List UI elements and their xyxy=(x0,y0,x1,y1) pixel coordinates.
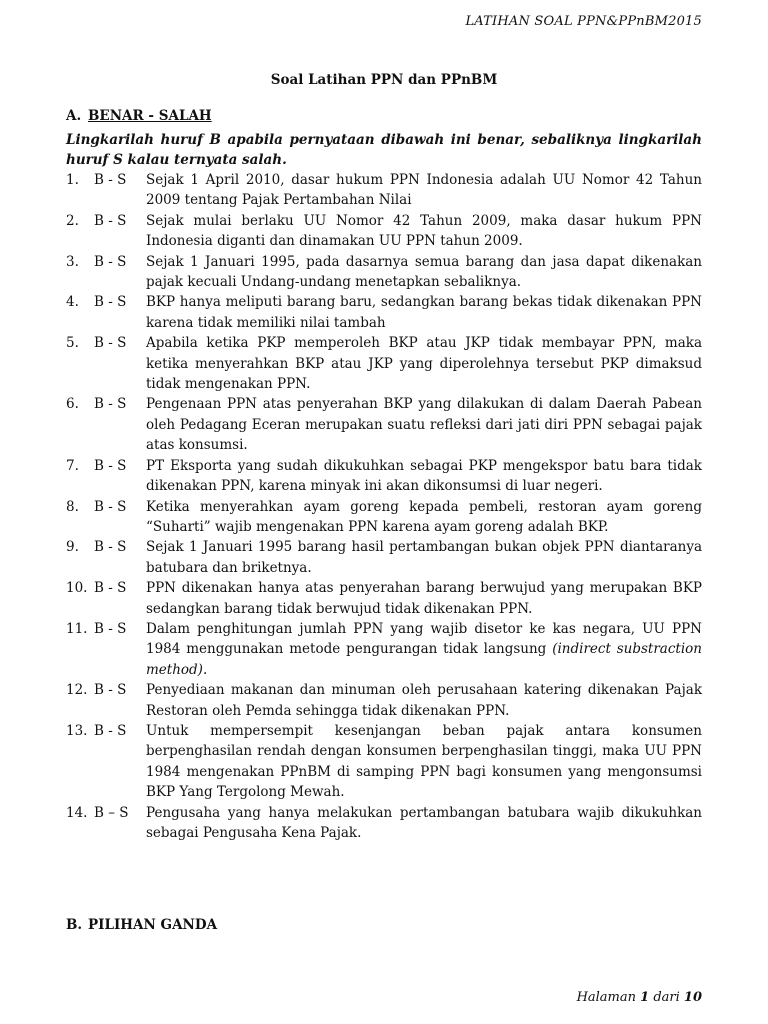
question-item xyxy=(66,252,702,293)
section-a-instruction: Lingkarilah huruf B apabila pernyataan dibawah ini benar, sebaliknya lingkarilah huruf S kalau ternyata salah. xyxy=(66,132,702,168)
question-text xyxy=(146,619,702,680)
question-number: 2. xyxy=(66,212,79,229)
question-number: 5. xyxy=(66,335,79,352)
section-b-title: PILIHAN GANDA xyxy=(88,917,218,933)
true-false-choice[interactable]: B - S xyxy=(94,682,127,699)
footer-prefix: Halaman xyxy=(576,990,641,1005)
question-item xyxy=(66,537,702,578)
true-false-choice[interactable]: B - S xyxy=(94,722,127,739)
true-false-choice[interactable]: B - S xyxy=(94,212,127,229)
question-text xyxy=(146,333,702,394)
question-number: 4. xyxy=(66,294,79,311)
question-statement: Pengusaha yang hanya melakukan pertambangan batubara wajib dikukuhkan sebagai Pengusaha Kena Pajak. xyxy=(146,804,702,841)
footer-total-pages: 10 xyxy=(683,990,702,1005)
question-text xyxy=(146,456,702,497)
page-footer xyxy=(577,990,702,1005)
section-b-heading xyxy=(66,917,217,933)
question-item xyxy=(66,803,702,844)
question-item xyxy=(66,497,702,538)
question-item xyxy=(66,680,702,721)
section-b-number: B. xyxy=(66,917,83,933)
question-statement: Sejak 1 Januari 1995 barang hasil pertambangan bukan objek PPN diantaranya batubara dan briketnya. xyxy=(146,539,702,576)
question-number: 12. xyxy=(66,682,88,699)
question-text xyxy=(146,292,702,333)
question-statement: Pengenaan PPN atas penyerahan BKP yang dilakukan di dalam Daerah Pabean oleh Pedagang Eceran merupakan suatu refleksi dari jati diri PPN sebagai pajak atas konsumsi. xyxy=(146,396,702,454)
true-false-choice[interactable]: B - S xyxy=(94,294,127,311)
question-text xyxy=(146,394,702,455)
section-a-number: A. xyxy=(66,108,82,124)
question-statement: Sejak mulai berlaku UU Nomor 42 Tahun 2009, maka dasar hukum PPN Indonesia diganti dan dinamakan UU PPN tahun 2009. xyxy=(146,212,702,250)
true-false-choice[interactable]: B - S xyxy=(94,580,127,597)
footer-middle: dari xyxy=(649,990,684,1005)
true-false-choice[interactable]: B - S xyxy=(94,335,127,352)
question-item xyxy=(66,333,702,394)
question-text xyxy=(146,578,702,619)
question-number: 10. xyxy=(66,580,88,597)
question-text xyxy=(146,721,702,803)
page-header: LATIHAN SOAL PPN&PPnBM2015 xyxy=(465,14,702,29)
question-list xyxy=(66,170,702,843)
question-number: 11. xyxy=(66,620,88,637)
question-statement: BKP hanya meliputi barang baru, sedangkan barang bekas tidak dikenakan PPN karena tidak memiliki nilai tambah xyxy=(146,294,702,331)
question-number: 14. xyxy=(66,804,88,821)
question-statement: Sejak 1 Januari 1995, pada dasarnya semua barang dan jasa dapat dikenakan pajak kecuali Undang-undang menetapkan sebaliknya. xyxy=(146,253,702,291)
question-statement: Apabila ketika PKP memperoleh BKP atau JKP tidak membayar PPN, maka ketika menyerahkan BKP atau JKP yang diperolehnya tersebut PKP dimaksud tidak mengenakan PPN. xyxy=(146,335,702,393)
question-number: 7. xyxy=(66,457,79,474)
true-false-choice[interactable]: B - S xyxy=(94,620,127,637)
true-false-choice[interactable]: B - S xyxy=(94,396,127,413)
question-statement: Penyediaan makanan dan minuman oleh perusahaan katering dikenakan Pajak Restoran oleh Pemda sehingga tidak dikenakan PPN. xyxy=(146,682,702,719)
question-item xyxy=(66,211,702,252)
question-statement: Sejak 1 April 2010, dasar hukum PPN Indonesia adalah UU Nomor 42 Tahun 2009 tentang Pajak Pertambahan Nilai xyxy=(146,172,702,209)
true-false-choice[interactable]: B - S xyxy=(94,539,127,556)
question-item xyxy=(66,456,702,497)
question-text xyxy=(146,680,702,721)
true-false-choice[interactable]: B - S xyxy=(94,457,127,474)
question-item xyxy=(66,394,702,455)
question-number: 8. xyxy=(66,498,79,515)
question-statement: PPN dikenakan hanya atas penyerahan barang berwujud yang merupakan BKP sedangkan barang tidak berwujud tidak dikenakan PPN. xyxy=(146,580,702,617)
question-statement: PT Eksporta yang sudah dikukuhkan sebagai PKP mengekspor batu bara tidak dikenakan PPN, karena minyak ini akan dikonsumsi di luar negeri. xyxy=(146,457,702,495)
question-item xyxy=(66,578,702,619)
question-item xyxy=(66,619,702,680)
true-false-choice[interactable]: B - S xyxy=(94,498,127,515)
question-text xyxy=(146,211,702,252)
true-false-choice[interactable]: B – S xyxy=(94,804,129,821)
question-statement: Ketika menyerahkan ayam goreng kepada pembeli, restoran ayam goreng “Suharti” wajib mengenakan PPN karena ayam goreng adalah BKP. xyxy=(146,498,702,535)
question-number: 13. xyxy=(66,722,88,739)
question-text xyxy=(146,170,702,211)
question-statement: Untuk mempersempit kesenjangan beban pajak antara konsumen berpenghasilan rendah dengan konsumen berpenghasilan tinggi, maka UU PPN 1984 mengenakan PPnBM di samping PPN bagi konsumen yang mengonsumsi BKP Yang Tergolong Mewah. xyxy=(146,722,702,801)
question-number: 3. xyxy=(66,253,79,270)
section-a-heading xyxy=(66,108,212,124)
document-title: Soal Latihan PPN dan PPnBM xyxy=(270,72,498,88)
question-item xyxy=(66,292,702,333)
question-item xyxy=(66,170,702,211)
footer-page-number: 1 xyxy=(640,990,650,1005)
question-number: 9. xyxy=(66,539,79,556)
question-text xyxy=(146,803,702,844)
question-text xyxy=(146,252,702,293)
question-text xyxy=(146,497,702,538)
question-text xyxy=(146,537,702,578)
section-a-title: BENAR - SALAH xyxy=(88,108,212,124)
question-statement: Dalam penghitungan jumlah PPN yang wajib disetor ke kas negara, UU PPN 1984 menggunakan metode pengurangan tidak langsung xyxy=(146,620,702,658)
question-number: 6. xyxy=(66,396,79,413)
question-item xyxy=(66,721,702,803)
question-number: 1. xyxy=(66,172,79,188)
question-italic-term: (indirect substraction method). xyxy=(146,641,702,678)
true-false-choice[interactable]: B - S xyxy=(94,172,127,188)
true-false-choice[interactable]: B - S xyxy=(94,253,127,270)
